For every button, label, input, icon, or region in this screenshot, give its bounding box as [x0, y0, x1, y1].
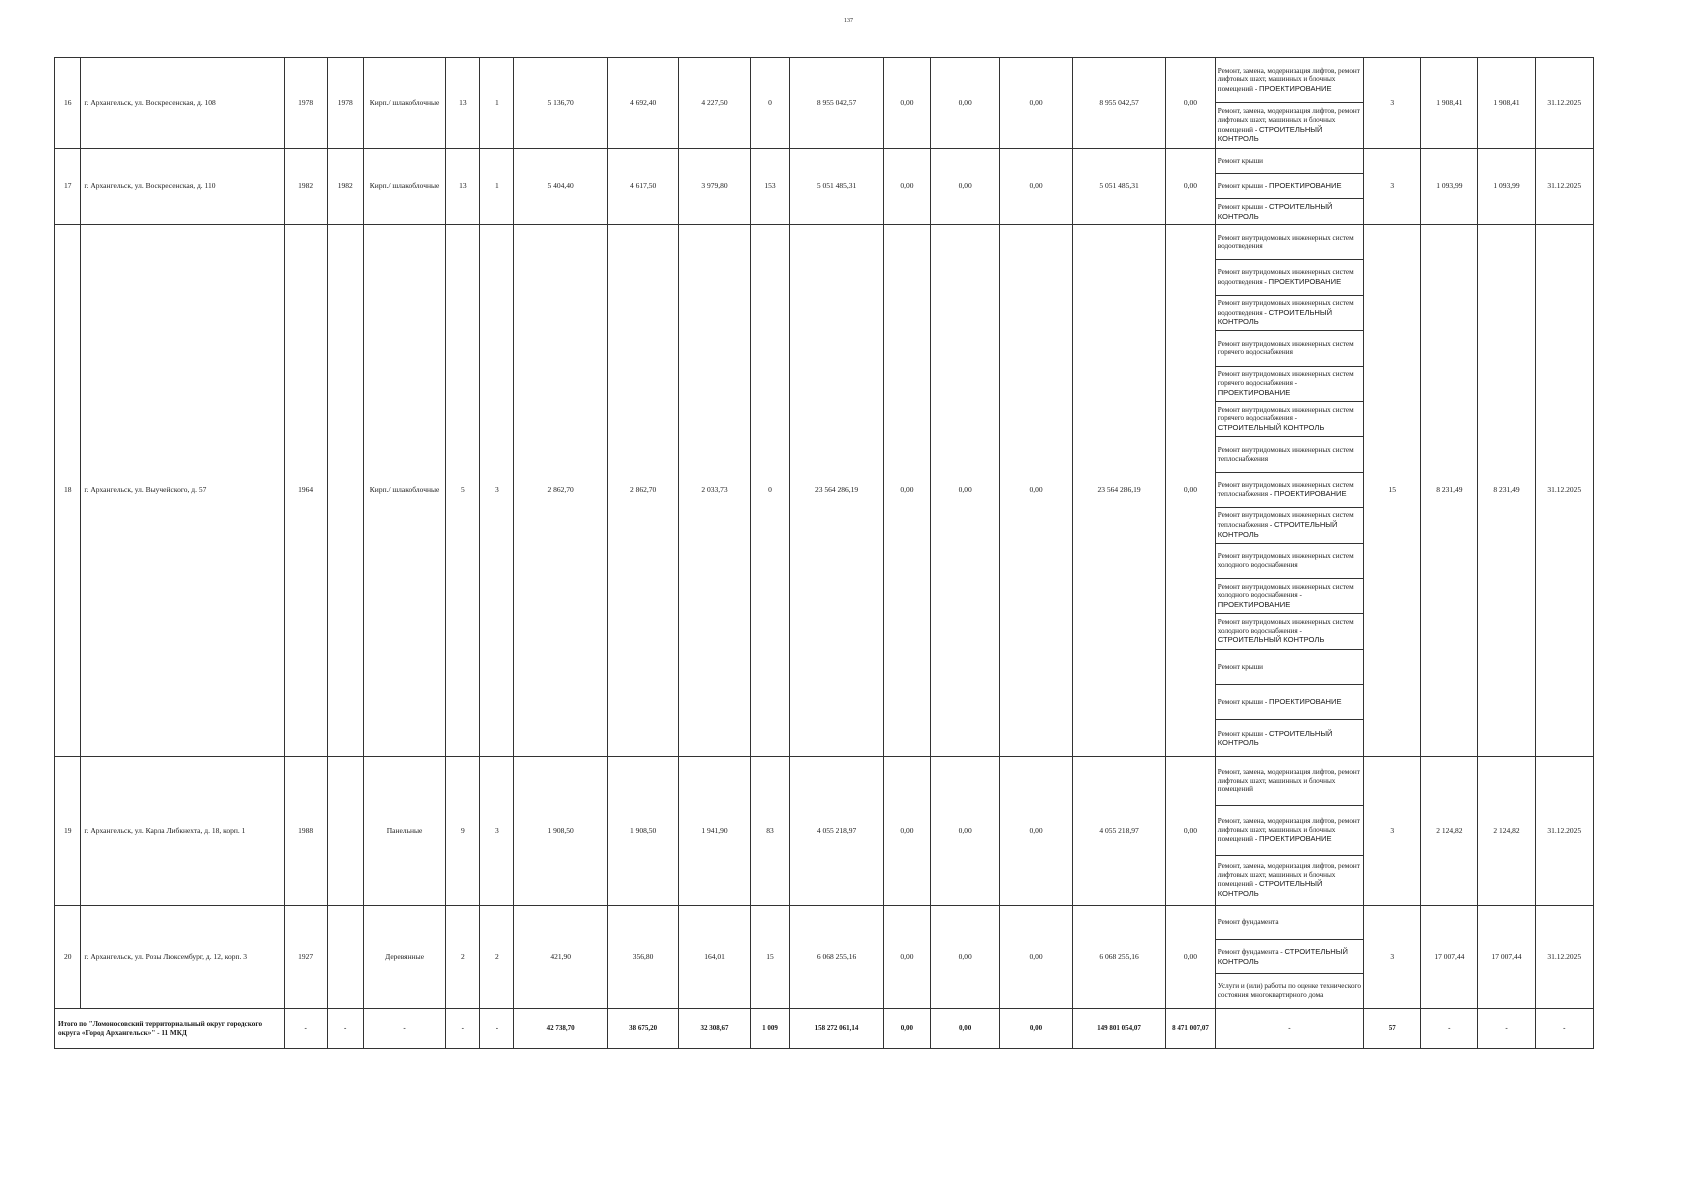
- work-description: Ремонт крыши -: [1217, 202, 1270, 211]
- row-number: 20: [55, 906, 81, 1009]
- living-area-cell: 1 941,90: [679, 757, 750, 906]
- total-repair-cost-cell: 158 272 061,14: [790, 1009, 883, 1049]
- work-item: [1216, 685, 1363, 720]
- regional-fund-cell: 0,00: [931, 906, 1000, 1009]
- entrances-cell: 3: [480, 757, 514, 906]
- work-stage: ПРОЕКТИРОВАНИЕ: [1217, 599, 1291, 609]
- cost-per-m2-cell: 1 093,99: [1421, 149, 1478, 225]
- address-cell: г. Архангельск, ул. Карла Либкнехта, д. 18, корп. 1: [81, 757, 284, 906]
- year-built-cell: 1982: [284, 149, 327, 225]
- living-area-cell: 164,01: [679, 906, 750, 1009]
- work-description: Услуги и (или) работы по оценке технического состояния многоквартирного дома: [1217, 982, 1361, 999]
- work-stage: ПРОЕКТИРОВАНИЕ: [1274, 489, 1347, 499]
- work-item: [1216, 974, 1363, 1008]
- row-number: 18: [55, 225, 81, 757]
- living-area-cell: 4 227,50: [679, 58, 750, 149]
- total-total-area-cell: 42 738,70: [514, 1009, 607, 1049]
- work-description: Ремонт внутридомовых инженерных систем горячего водоснабжения -: [1217, 370, 1354, 387]
- limit-per-m2-cell: 1 908,41: [1478, 58, 1535, 149]
- work-item: [1216, 508, 1363, 543]
- deadline-cell: 31.12.2025: [1535, 757, 1593, 906]
- work-stage: ПРОЕКТИРОВАНИЕ: [1259, 83, 1332, 93]
- work-item: [1216, 437, 1363, 472]
- total-year-commissioning-cell: -: [327, 1009, 363, 1049]
- work-description: Ремонт крыши -: [1217, 698, 1270, 707]
- work-description: Ремонт, замена, модернизация лифтов, ремонт лифтовых шахт, машинных и блочных помещений: [1217, 768, 1360, 794]
- work-description: Ремонт фундамента: [1217, 918, 1279, 927]
- work-item: [1216, 940, 1363, 974]
- work-list: [1216, 58, 1363, 148]
- floors-cell: 9: [446, 757, 480, 906]
- work-stage: ПРОЕКТИРОВАНИЕ: [1268, 277, 1342, 287]
- work-types-cell: [1215, 149, 1363, 225]
- federal-fund-cell: 0,00: [883, 906, 930, 1009]
- work-description: Ремонт крыши -: [1217, 729, 1270, 738]
- works-count-cell: 3: [1364, 906, 1421, 1009]
- work-description: Ремонт крыши -: [1217, 182, 1270, 191]
- year-commissioning-cell: [327, 906, 363, 1009]
- work-description: Ремонт, замена, модернизация лифтов, ремонт лифтовых шахт, машинных и блочных помещений -: [1217, 66, 1360, 93]
- premises-area-cell: 4 692,40: [607, 58, 678, 149]
- repair-cost-cell: 5 051 485,31: [790, 149, 883, 225]
- federal-fund-cell: 0,00: [883, 149, 930, 225]
- local-fund-cell: 0,00: [1000, 225, 1073, 757]
- federal-fund-cell: 0,00: [883, 58, 930, 149]
- address-cell: г. Архангельск, ул. Воскресенская, д. 108: [81, 58, 284, 149]
- residents-cell: 153: [750, 149, 790, 225]
- deadline-cell: 31.12.2025: [1535, 906, 1593, 1009]
- wall-material-cell: Кирп./ шлакоблочные: [363, 225, 445, 757]
- total-area-cell: 2 862,70: [514, 225, 607, 757]
- total-year-built-cell: -: [284, 1009, 327, 1049]
- work-item: [1216, 260, 1363, 295]
- total-area-cell: 1 908,50: [514, 757, 607, 906]
- work-description: Ремонт внутридомовых инженерных систем водоотведения -: [1217, 268, 1354, 287]
- work-item: [1216, 331, 1363, 366]
- owners-fund-cell: 4 055 218,97: [1072, 757, 1165, 906]
- floors-cell: 5: [446, 225, 480, 757]
- work-item: [1216, 473, 1363, 508]
- owners-fund-cell: 6 068 255,16: [1072, 906, 1165, 1009]
- premises-area-cell: 2 862,70: [607, 225, 678, 757]
- total-area-cell: 5 404,40: [514, 149, 607, 225]
- year-commissioning-cell: 1978: [327, 58, 363, 149]
- work-description: Ремонт внутридомовых инженерных систем холодного водоснабжения: [1217, 552, 1354, 569]
- row-number: 17: [55, 149, 81, 225]
- other-fund-cell: 0,00: [1166, 149, 1215, 225]
- work-item: [1216, 856, 1363, 905]
- work-stage: СТРОИТЕЛЬНЫЙ КОНТРОЛЬ: [1217, 124, 1323, 144]
- work-list: [1216, 757, 1363, 905]
- work-description: Ремонт внутридомовых инженерных систем теплоснабжения: [1217, 445, 1354, 463]
- work-description: Ремонт внутридомовых инженерных систем теплоснабжения -: [1217, 480, 1354, 499]
- cost-per-m2-cell: 17 007,44: [1421, 906, 1478, 1009]
- year-built-cell: 1964: [284, 225, 327, 757]
- work-types-cell: [1215, 906, 1363, 1009]
- owners-fund-cell: 23 564 286,19: [1072, 225, 1165, 757]
- residents-cell: 15: [750, 906, 790, 1009]
- work-description: Ремонт крыши: [1217, 156, 1264, 165]
- total-regional-fund-cell: 0,00: [931, 1009, 1000, 1049]
- work-description: Ремонт внутридомовых инженерных систем горячего водоснабжения -: [1217, 405, 1354, 423]
- total-area-cell: 5 136,70: [514, 58, 607, 149]
- address-cell: г. Архангельск, ул. Розы Люксембург, д. 12, корп. 3: [81, 906, 284, 1009]
- cost-per-m2-cell: 8 231,49: [1421, 225, 1478, 757]
- total-area-cell: 421,90: [514, 906, 607, 1009]
- local-fund-cell: 0,00: [1000, 906, 1073, 1009]
- work-types-cell: [1215, 757, 1363, 906]
- works-count-cell: 3: [1364, 149, 1421, 225]
- entrances-cell: 2: [480, 906, 514, 1009]
- work-description: Ремонт, замена, модернизация лифтов, ремонт лифтовых шахт, машинных и блочных помещений -: [1217, 817, 1360, 844]
- work-item: [1216, 614, 1363, 649]
- residents-cell: 0: [750, 225, 790, 757]
- year-built-cell: 1927: [284, 906, 327, 1009]
- entrances-cell: 3: [480, 225, 514, 757]
- other-fund-cell: 0,00: [1166, 757, 1215, 906]
- table-row: [55, 757, 1594, 906]
- work-list: [1216, 149, 1363, 224]
- wall-material-cell: Деревянные: [363, 906, 445, 1009]
- total-federal-fund-cell: 0,00: [883, 1009, 930, 1049]
- work-description: Ремонт внутридомовых инженерных систем холодного водоснабжения -: [1217, 582, 1354, 600]
- repair-cost-cell: 23 564 286,19: [790, 225, 883, 757]
- work-item: [1216, 650, 1363, 685]
- other-fund-cell: 0,00: [1166, 58, 1215, 149]
- work-stage: СТРОИТЕЛЬНЫЙ КОНТРОЛЬ: [1217, 201, 1333, 221]
- work-description: Ремонт внутридомовых инженерных систем горячего водоснабжения: [1217, 339, 1354, 357]
- work-item: [1216, 103, 1363, 148]
- total-other-fund-cell: 8 471 007,07: [1166, 1009, 1215, 1049]
- work-description: Ремонт, замена, модернизация лифтов, ремонт лифтовых шахт, машинных и блочных помещений -: [1217, 107, 1360, 134]
- work-item: [1216, 58, 1363, 103]
- total-premises-area-cell: 38 675,20: [607, 1009, 678, 1049]
- address-cell: г. Архангельск, ул. Выучейского, д. 57: [81, 225, 284, 757]
- total-local-fund-cell: 0,00: [1000, 1009, 1073, 1049]
- total-floors-cell: -: [446, 1009, 480, 1049]
- year-commissioning-cell: 1982: [327, 149, 363, 225]
- year-built-cell: 1978: [284, 58, 327, 149]
- other-fund-cell: 0,00: [1166, 225, 1215, 757]
- work-item: [1216, 149, 1363, 174]
- work-item: [1216, 806, 1363, 855]
- total-wall-material-cell: -: [363, 1009, 445, 1049]
- work-item: [1216, 402, 1363, 437]
- work-description: Ремонт крыши: [1217, 662, 1264, 671]
- federal-fund-cell: 0,00: [883, 225, 930, 757]
- premises-area-cell: 4 617,50: [607, 149, 678, 225]
- capital-repair-table: [54, 57, 1594, 1049]
- works-count-cell: 3: [1364, 757, 1421, 906]
- table-row: [55, 149, 1594, 225]
- work-stage: ПРОЕКТИРОВАНИЕ: [1259, 834, 1332, 844]
- floors-cell: 13: [446, 58, 480, 149]
- work-stage: ПРОЕКТИРОВАНИЕ: [1217, 387, 1291, 397]
- work-description: Ремонт внутридомовых инженерных систем теплоснабжения -: [1217, 511, 1354, 529]
- year-built-cell: 1988: [284, 757, 327, 906]
- work-description: Ремонт фундамента -: [1217, 947, 1285, 956]
- row-number: 19: [55, 757, 81, 906]
- work-types-cell: [1215, 225, 1363, 757]
- work-stage: ПРОЕКТИРОВАНИЕ: [1269, 181, 1342, 191]
- work-stage: СТРОИТЕЛЬНЫЙ КОНТРОЛЬ: [1217, 728, 1333, 748]
- work-description: Ремонт внутридомовых инженерных систем холодного водоснабжения -: [1217, 618, 1354, 635]
- work-list: [1216, 906, 1363, 1008]
- entrances-cell: 1: [480, 58, 514, 149]
- floors-cell: 13: [446, 149, 480, 225]
- total-owners-fund-cell: 149 801 054,07: [1072, 1009, 1165, 1049]
- repair-cost-cell: 8 955 042,57: [790, 58, 883, 149]
- regional-fund-cell: 0,00: [931, 757, 1000, 906]
- work-stage: СТРОИТЕЛЬНЫЙ КОНТРОЛЬ: [1217, 635, 1325, 645]
- wall-material-cell: Кирп./ шлакоблочные: [363, 149, 445, 225]
- wall-material-cell: Панельные: [363, 757, 445, 906]
- residents-cell: 0: [750, 58, 790, 149]
- table-row: [55, 906, 1594, 1009]
- year-commissioning-cell: [327, 757, 363, 906]
- work-stage: СТРОИТЕЛЬНЫЙ КОНТРОЛЬ: [1217, 520, 1338, 539]
- residents-cell: 83: [750, 757, 790, 906]
- cost-per-m2-cell: 1 908,41: [1421, 58, 1478, 149]
- owners-fund-cell: 5 051 485,31: [1072, 149, 1165, 225]
- repair-cost-cell: 6 068 255,16: [790, 906, 883, 1009]
- floors-cell: 2: [446, 906, 480, 1009]
- table-row: [55, 58, 1594, 149]
- owners-fund-cell: 8 955 042,57: [1072, 58, 1165, 149]
- work-item: [1216, 720, 1363, 755]
- table-body: [55, 58, 1594, 1049]
- premises-area-cell: 356,80: [607, 906, 678, 1009]
- total-row: [55, 1009, 1594, 1049]
- work-item: [1216, 296, 1363, 331]
- work-item: [1216, 225, 1363, 260]
- premises-area-cell: 1 908,50: [607, 757, 678, 906]
- local-fund-cell: 0,00: [1000, 149, 1073, 225]
- regional-fund-cell: 0,00: [931, 225, 1000, 757]
- entrances-cell: 1: [480, 149, 514, 225]
- total-works-count-cell: 57: [1364, 1009, 1421, 1049]
- limit-per-m2-cell: 17 007,44: [1478, 906, 1535, 1009]
- total-living-area-cell: 32 308,67: [679, 1009, 750, 1049]
- total-label: Итого по "Ломоносовский территориальный округ городского округа «Город Архангельск»" - 11 МКД: [55, 1009, 285, 1049]
- total-work-types-cell: -: [1215, 1009, 1363, 1049]
- works-count-cell: 15: [1364, 225, 1421, 757]
- living-area-cell: 3 979,80: [679, 149, 750, 225]
- deadline-cell: 31.12.2025: [1535, 149, 1593, 225]
- work-item: [1216, 174, 1363, 199]
- cost-per-m2-cell: 2 124,82: [1421, 757, 1478, 906]
- page-number: 137: [844, 18, 853, 24]
- work-description: Ремонт внутридомовых инженерных систем водоотведения -: [1217, 299, 1354, 317]
- deadline-cell: 31.12.2025: [1535, 225, 1593, 757]
- limit-per-m2-cell: 2 124,82: [1478, 757, 1535, 906]
- work-stage: СТРОИТЕЛЬНЫЙ КОНТРОЛЬ: [1217, 946, 1348, 966]
- work-stage: СТРОИТЕЛЬНЫЙ КОНТРОЛЬ: [1217, 879, 1323, 898]
- work-stage: ПРОЕКТИРОВАНИЕ: [1269, 697, 1342, 707]
- work-types-cell: [1215, 58, 1363, 149]
- total-deadline-cell: -: [1535, 1009, 1593, 1049]
- repair-cost-cell: 4 055 218,97: [790, 757, 883, 906]
- work-description: Ремонт, замена, модернизация лифтов, ремонт лифтовых шахт, машинных и блочных помещений -: [1217, 862, 1360, 889]
- wall-material-cell: Кирп./ шлакоблочные: [363, 58, 445, 149]
- limit-per-m2-cell: 8 231,49: [1478, 225, 1535, 757]
- work-item: [1216, 544, 1363, 579]
- works-count-cell: 3: [1364, 58, 1421, 149]
- regional-fund-cell: 0,00: [931, 58, 1000, 149]
- work-item: [1216, 199, 1363, 224]
- address-cell: г. Архангельск, ул. Воскресенская, д. 110: [81, 149, 284, 225]
- federal-fund-cell: 0,00: [883, 757, 930, 906]
- work-list: [1216, 225, 1363, 756]
- total-entrances-cell: -: [480, 1009, 514, 1049]
- work-item: [1216, 579, 1363, 614]
- limit-per-m2-cell: 1 093,99: [1478, 149, 1535, 225]
- total-cost-per-m2-cell: -: [1421, 1009, 1478, 1049]
- work-description: Ремонт внутридомовых инженерных систем водоотведения: [1217, 233, 1354, 251]
- row-number: 16: [55, 58, 81, 149]
- work-stage: СТРОИТЕЛЬНЫЙ КОНТРОЛЬ: [1217, 422, 1325, 432]
- total-limit-per-m2-cell: -: [1478, 1009, 1535, 1049]
- other-fund-cell: 0,00: [1166, 906, 1215, 1009]
- local-fund-cell: 0,00: [1000, 58, 1073, 149]
- deadline-cell: 31.12.2025: [1535, 58, 1593, 149]
- work-stage: СТРОИТЕЛЬНЫЙ КОНТРОЛЬ: [1217, 307, 1333, 327]
- living-area-cell: 2 033,73: [679, 225, 750, 757]
- year-commissioning-cell: [327, 225, 363, 757]
- work-item: [1216, 906, 1363, 940]
- local-fund-cell: 0,00: [1000, 757, 1073, 906]
- regional-fund-cell: 0,00: [931, 149, 1000, 225]
- work-item: [1216, 757, 1363, 806]
- total-residents-cell: 1 009: [750, 1009, 790, 1049]
- table-row: [55, 225, 1594, 757]
- work-item: [1216, 367, 1363, 402]
